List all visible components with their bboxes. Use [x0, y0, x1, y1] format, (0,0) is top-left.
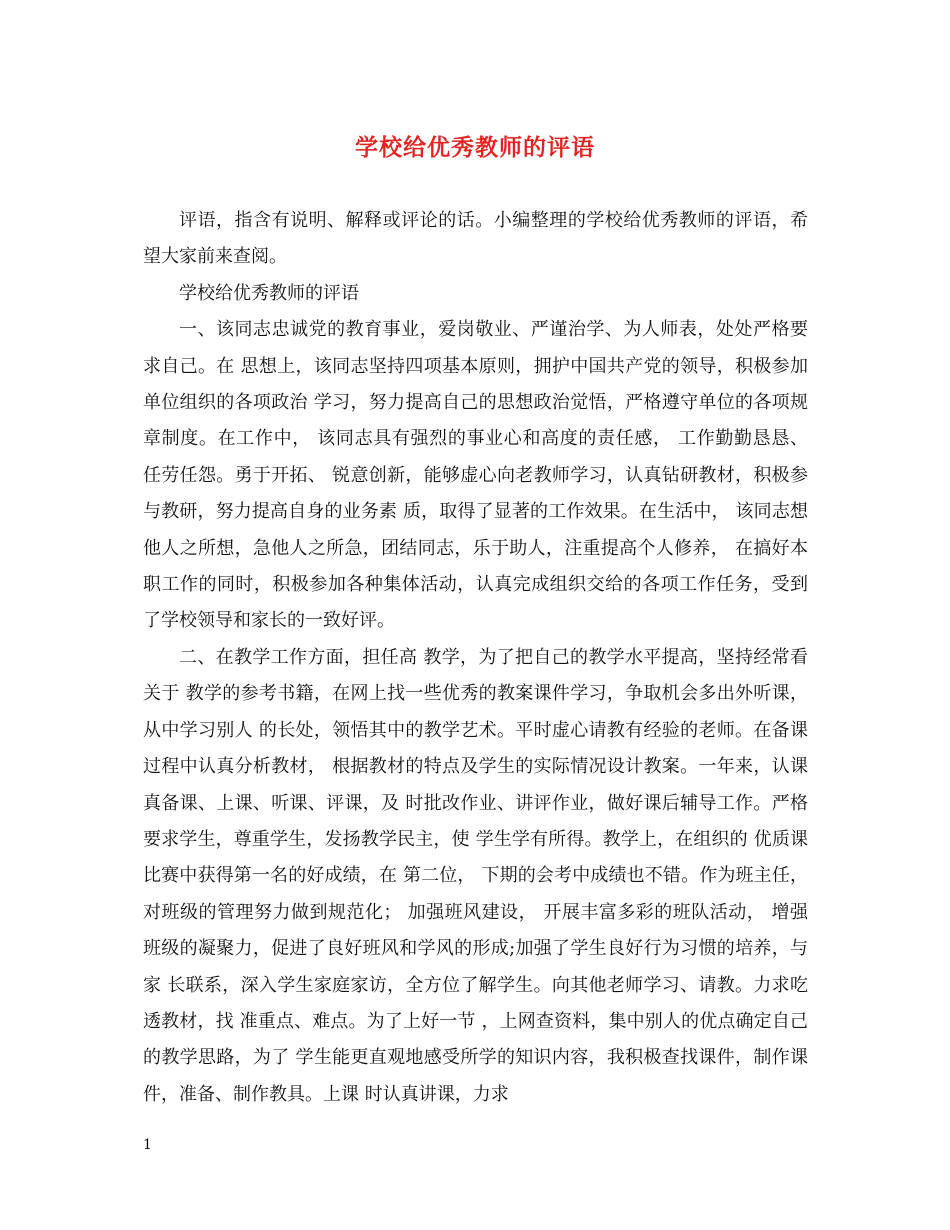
body-paragraph-1: 一、该同志忠诚党的教育事业，爱岗敬业、严谨治学、为人师表，处处严格要求自己。在 思想上，该同志坚持四项基本原则，拥护中国共产党的领导，积极参加单位组织的各项政治 学习，努力提高自己的思想政治觉悟，严格遵守单位的各项规章制度。在工作中， 该同志具有强烈的事业心和高度的责任感， 工作勤勤恳恳、 任劳任怨。勇于开拓、 锐意创新，能够虚心向老教师学习，认真钻研教材，积极参与教研，努力提高自身的业务素 质，取得了显著的工作效果。在生活中， 该同志想他人之所想，急他人之所急，团结同志，乐于助人，注重提高个人修养， 在搞好本职工作的同时，积极参加各种集体活动，认真完成组织交给的各项工作任务，受到 了学校领导和家长的一致好评。	[143, 319, 808, 632]
document-body	[143, 203, 808, 1113]
page-number: 1	[143, 1137, 152, 1153]
intro-paragraph: 评语，指含有说明、解释或评论的话。小编整理的学校给优秀教师的评语，希望大家前来查阅。	[143, 210, 808, 268]
section-heading: 学校给优秀教师的评语	[179, 282, 359, 304]
document-title: 学校给优秀教师的评语	[355, 134, 595, 161]
body-paragraph-2: 二、在教学工作方面，担任高 教学，为了把自己的教学水平提高，坚持经常看关于 教学的参考书籍，在网上找一些优秀的教案课件学习，争取机会多出外听课，从中学习别人 的长处，领悟其中的教学艺术。平时虚心请教有经验的老师。在备课过程中认真分析教材， 根据教材的特点及学生的实际情况设计教案。一年来，认课真备课、上课、听课、评课，及 时批改作业、讲评作业，做好课后辅导工作。严格要求学生，尊重学生，发扬教学民主，使 学生学有所得。教学上，在组织的 优质课比赛中获得第一名的好成绩，在 第二位， 下期的会考中成绩也不错。作为班主任， 对班级的管理努力做到规范化； 加强班风建设， 开展丰富多彩的班队活动， 增强班级的凝聚力，促进了良好班风和学风的形成;加强了学生良好行为习惯的培养，与家 长联系，深入学生家庭家访，全方位了解学生。向其他老师学习、请教。力求吃透教材，找 准重点、难点。为了上好一节 ，上网查资料，集中别人的优点确定自己的教学思路，为了 学生能更直观地感受所学的知识内容，我积极查找课件，制作课件，准备、制作教具。上课 时认真讲课，力求	[143, 646, 808, 1105]
